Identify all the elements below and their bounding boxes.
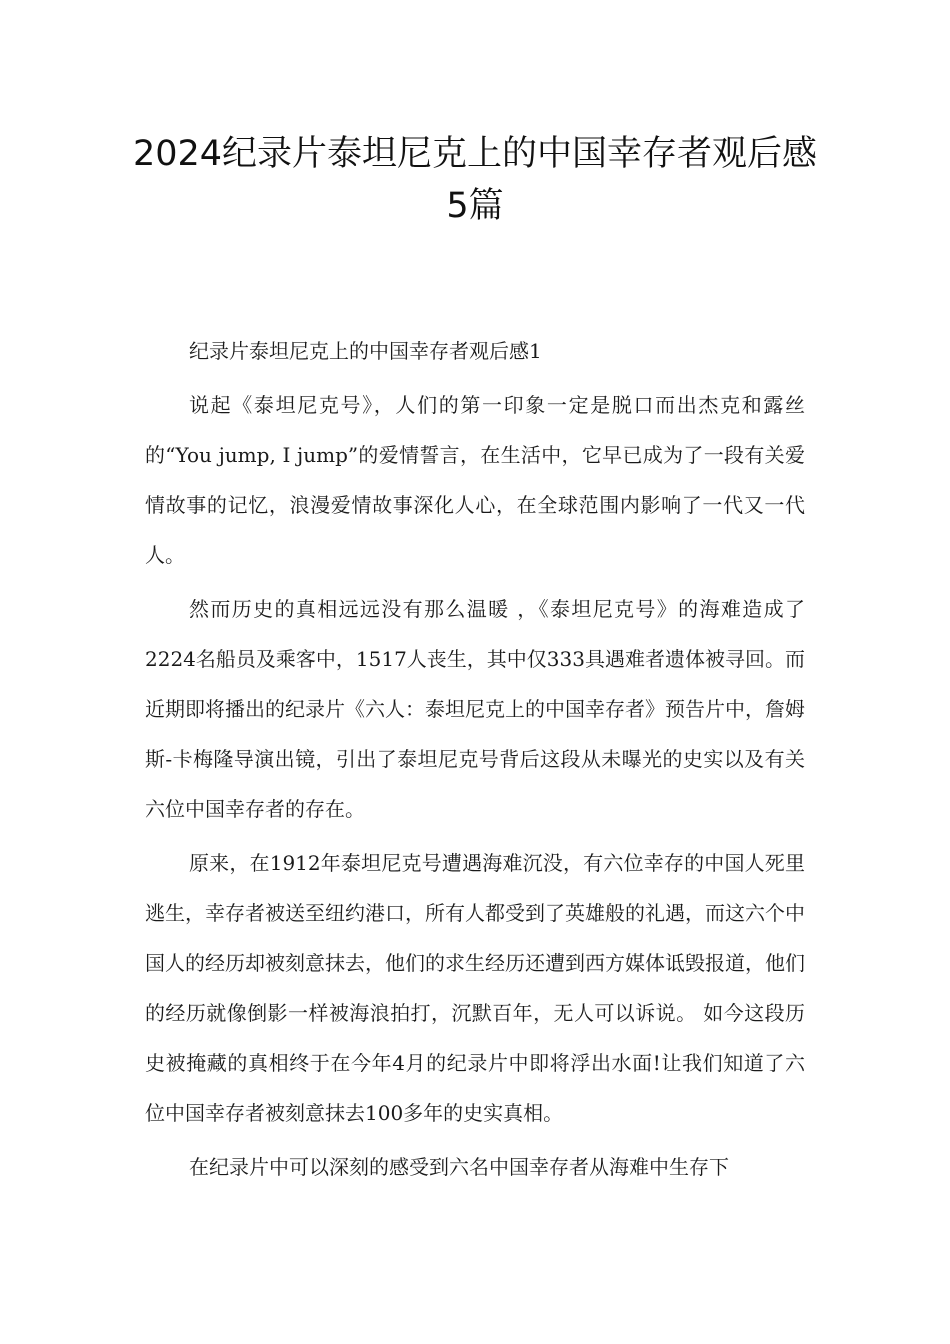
paragraph-3: 原来，在1912年泰坦尼克号遭遇海难沉没，有六位幸存的中国人死里逃生，幸存者被送至纽约港口，所有人都受到了英雄般的礼遇，而这六个中国人的经历却被刻意抹去，他们的求生经历还遭到西方媒体诋毁报道，他们的经历就像倒影一样被海浪拍打，沉默百年，无人可以诉说。 如今这段历史被掩藏的真相终于在今年4月的纪录片中即将浮出水面!让我们知道了六位中国幸存者被刻意抹去100多年的史实真相。 bbox=[145, 851, 805, 1125]
paragraph-2: 然而历史的真相远远没有那么温暖 ，《泰坦尼克号》的海难造成了2224名船员及乘客中，1517人丧生，其中仅333具遇难者遗体被寻回。而近期即将播出的纪录片《六人：泰坦尼克上的中国幸存者》预告片中，詹姆斯-卡梅隆导演出镜，引出了泰坦尼克号背后这段从未曝光的史实以及有关六位中国幸存者的存在。 bbox=[145, 597, 805, 821]
document-title: 2024纪录片泰坦尼克上的中国幸存者观后感5篇 bbox=[132, 134, 818, 226]
paragraph-4: 在纪录片中可以深刻的感受到六名中国幸存者从海难中生存下 bbox=[189, 1155, 729, 1179]
section-heading: 纪录片泰坦尼克上的中国幸存者观后感1 bbox=[189, 339, 542, 363]
document-body bbox=[145, 326, 805, 1192]
paragraph-1: 说起《泰坦尼克号》，人们的第一印象一定是脱口而出杰克和露丝的“You jump, I jump”的爱情誓言，在生活中，它早已成为了一段有关爱情故事的记忆，浪漫爱情故事深化人心，在全球范围内影响了一代又一代人。 bbox=[145, 393, 805, 567]
